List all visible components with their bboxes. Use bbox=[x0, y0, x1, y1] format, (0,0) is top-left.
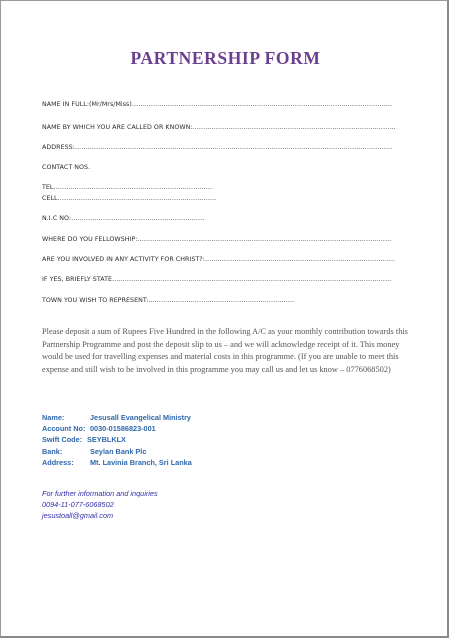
briefly-state-field: IF YES, BRIEFLY STATE…………………………………………………………………………………………………………………… bbox=[42, 276, 392, 283]
swift-value: SEYBLKLX bbox=[87, 435, 126, 445]
deposit-instructions: Please deposit a sum of Rupees Five Hundred in the following A/C as your monthly contribution towards this Partnership Programme and post the deposit slip to us – and we will acknowledge receipt of it. This money would be used for travelling expenses and material costs in this programme. (If you are unable to meet this expense and still wish to be involved in this programme you may call us and let us know – 0776068502) bbox=[42, 327, 408, 374]
address-field: ADDRESS:…………………………………………………………………………………………………………………………………… bbox=[42, 144, 393, 151]
activity-field: ARE YOU INVOLVED IN ANY ACTIVITY FOR CHRIST?:……………………………………………………………………………… bbox=[42, 256, 396, 263]
tel-field: TEL………………………………………………………………… bbox=[42, 184, 213, 191]
contact-phone: 0094-11-077-6068502 bbox=[42, 500, 114, 509]
bank-value: Seylan Bank Plc bbox=[90, 446, 147, 456]
contact-heading: For further information and inquiries bbox=[42, 489, 158, 498]
contact-nos-label: CONTACT NOS. bbox=[42, 164, 91, 171]
account-label: Account No: bbox=[42, 424, 86, 434]
bank-label: Bank: bbox=[42, 446, 63, 456]
full-name-field: NAME IN FULL:(Mr/Mrs/Miss)…………………………………………………………………………………………………………… bbox=[42, 101, 393, 108]
contact-email: jesustoall@gmail.com bbox=[42, 511, 114, 520]
page-title: PARTNERSHIP FORM bbox=[130, 48, 321, 68]
contact-info bbox=[42, 488, 158, 521]
branch-address-label: Address: bbox=[42, 457, 74, 467]
bank-name-value: Jesusall Evangelical Ministry bbox=[90, 413, 191, 422]
bank-name-label: Name: bbox=[42, 413, 65, 422]
town-field: TOWN YOU WISH TO REPRESENT:…………………………………………………………… bbox=[42, 297, 295, 304]
cell-field: CELL………………………………………………………………… bbox=[42, 195, 217, 202]
branch-address-value: Mt. Lavinia Branch, Sri Lanka bbox=[90, 457, 192, 467]
fellowship-field: WHERE DO YOU FELLOWSHIP:………………………………………………………………………………………………………… bbox=[42, 236, 392, 243]
known-name-field: NAME BY WHICH YOU ARE CALLED OR KNOWN:…………………………………………………………………………………… bbox=[42, 124, 396, 131]
nic-field: N.I.C NO:……………………………………………………… bbox=[42, 215, 205, 222]
account-value: 0030-01586823-001 bbox=[90, 424, 156, 434]
swift-label: Swift Code: bbox=[42, 435, 83, 445]
